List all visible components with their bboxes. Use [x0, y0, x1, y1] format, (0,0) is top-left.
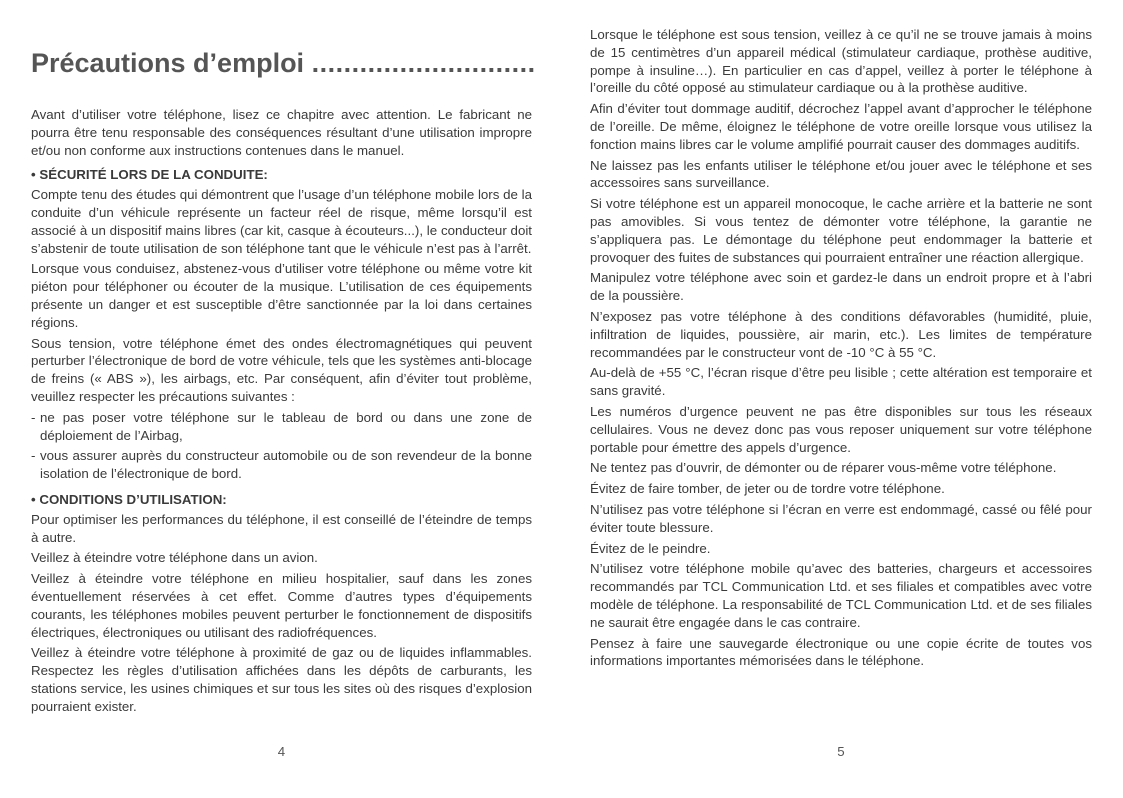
- page-number-left: 4: [277, 744, 286, 759]
- precaution-paragraph: Évitez de le peindre.: [590, 540, 711, 556]
- page-title-text: Précautions d’emploi: [31, 48, 305, 78]
- driving-safety-heading: • SÉCURITÉ LORS DE LA CONDUITE:: [31, 167, 268, 183]
- precaution-paragraph: Afin d’éviter tout dommage auditif, décrochez l’appel avant d’approcher le téléphone de l’oreille. De même, éloignez le téléphone de votre oreille lorsque vous utilisez la fonction mains libres car le volume amplifié pourrait causer des dommages auditifs.: [590, 101, 1092, 152]
- left-page: [31, 0, 536, 798]
- driving-paragraph: Lorsque vous conduisez, abstenez-vous d’utiliser votre téléphone ou même votre kit piéton pour téléphoner ou écouter de la musique. L’utilisation de ces équipements présente un danger et est susceptible d’être sanctionnée par la loi dans certaines régions.: [31, 261, 532, 330]
- precaution-paragraph: Si votre téléphone est un appareil monocoque, le cache arrière et la batterie ne sont pas amovibles. Si vous tentez de démonter votre téléphone, la garantie ne s’appliquera pas. Le démontage du téléphone peut endommager la batterie et provoquer des fuites de substances qui pourraient entraîner une réaction allergique.: [590, 196, 1092, 265]
- precaution-paragraph: Les numéros d’urgence peuvent ne pas être disponibles sur tous les réseaux cellulaires. Vous ne devez donc pas vous reposer uniquement sur votre téléphone portable pour émettre des appels d’urgence.: [590, 403, 1092, 455]
- precaution-paragraph: N’utilisez votre téléphone mobile qu’avec des batteries, chargeurs et accessoires recommandés par TCL Communication Ltd. et ses filiales et compatibles avec votre modèle de téléphone. La responsabilité de TCL Communication Ltd. et de ses filiales ne saurait être engagée dans le cas contraire.: [590, 561, 1092, 630]
- title-leader-dots: ............................: [311, 48, 536, 78]
- intro-paragraph: Avant d’utiliser votre téléphone, lisez ce chapitre avec attention. Le fabricant ne pourra être tenu responsable des conséquences résultant d’une utilisation impropre et/ou non conforme aux instructions contenues dans le manuel.: [31, 107, 532, 158]
- usage-conditions-heading: • CONDITIONS D’UTILISATION:: [31, 491, 227, 507]
- precaution-paragraph: Lorsque le téléphone est sous tension, veillez à ce qu’il ne se trouve jamais à moins de 15 centimètres d’un appareil médical (stimulateur cardiaque, prothèse auditive, pompe à insuline…). En particulier en cas d’appel, veillez à porter le téléphone à l’oreille du côté opposé au stimulateur cardiaque ou à la prothèse auditive.: [590, 27, 1092, 96]
- usage-paragraph: Pour optimiser les performances du téléphone, il est conseillé de l’éteindre de temps à autre.: [31, 511, 532, 545]
- precaution-paragraph: Manipulez votre téléphone avec soin et gardez-le dans un endroit propre et à l’abri de la poussière.: [590, 270, 1092, 304]
- page-number-right: 5: [837, 744, 845, 759]
- dash-list-text: ne pas poser votre téléphone sur le tableau de bord ou dans une zone de déploiement de l’Airbag,: [40, 409, 532, 443]
- dash-marker: -: [31, 409, 36, 425]
- dash-list-text: vous assurer auprès du constructeur automobile ou de son revendeur de la bonne isolation de l’électronique de bord.: [40, 448, 532, 482]
- precaution-paragraph: Au-delà de +55 °C, l’écran risque d’être peu lisible ; cette altération est temporaire et sans gravité.: [590, 365, 1092, 399]
- precaution-paragraph: Pensez à faire une sauvegarde électronique ou une copie écrite de toutes vos informations importantes mémorisées dans le téléphone.: [590, 635, 1092, 669]
- dash-list-item: [31, 447, 532, 483]
- dash-list-item: [31, 409, 532, 445]
- precaution-paragraph: N’utilisez pas votre téléphone si l’écran en verre est endommagé, cassé ou fêlé pour éviter toute blessure.: [590, 501, 1092, 535]
- driving-paragraph: Compte tenu des études qui démontrent que l’usage d’un téléphone mobile lors de la conduite d’un véhicule représente un facteur réel de risque, même lorsqu’il est associé à un dispositif mains libres (car kit, casque à écouteurs...), le conducteur doit s’abstenir de toute utilisation de son téléphone tant que le véhicule n’est pas à l’arrêt.: [31, 187, 532, 256]
- page-title: [31, 48, 536, 79]
- left-page-body: [31, 106, 532, 719]
- usage-paragraph: Veillez à éteindre votre téléphone dans un avion.: [31, 550, 318, 566]
- right-page-body: [590, 26, 1092, 673]
- usage-paragraph: Veillez à éteindre votre téléphone en milieu hospitalier, sauf dans les zones éventuellement réservées à cet effet. Comme d’autres types d’équipements courants, les téléphones mobiles peuvent perturber le fonctionnement de dispositifs électriques, électroniques ou utilisant des radiofréquences.: [31, 571, 532, 640]
- usage-paragraph: Veillez à éteindre votre téléphone à proximité de gaz ou de liquides inflammables. Respectez les règles d’utilisation affichées dans les dépôts de carburants, les stations service, les usines chimiques et sur tous les sites où des risques d’explosion pourraient exister.: [31, 645, 532, 714]
- dash-marker: -: [31, 448, 36, 464]
- precaution-paragraph: N’exposez pas votre téléphone à des conditions défavorables (humidité, pluie, infiltration de liquides, poussière, air marin, etc.). Les limites de température recommandées par le constructeur vont de -10 °C à 55 °C.: [590, 308, 1092, 360]
- driving-paragraph: Sous tension, votre téléphone émet des ondes électromagnétiques qui peuvent perturber l’électronique de bord de votre véhicule, tels que les systèmes anti-blocage de freins (« ABS »), les airbags, etc. Par conséquent, afin d’éviter tout problème, veuillez respecter les précautions suivantes :: [31, 335, 532, 404]
- precaution-paragraph: Évitez de faire tomber, de jeter ou de tordre votre téléphone.: [590, 481, 945, 497]
- precaution-paragraph: Ne laissez pas les enfants utiliser le téléphone et/ou jouer avec le téléphone et ses accessoires sans surveillance.: [590, 157, 1092, 191]
- precaution-paragraph: Ne tentez pas d’ouvrir, de démonter ou de réparer vous-même votre téléphone.: [590, 460, 1057, 476]
- right-page: [590, 0, 1092, 798]
